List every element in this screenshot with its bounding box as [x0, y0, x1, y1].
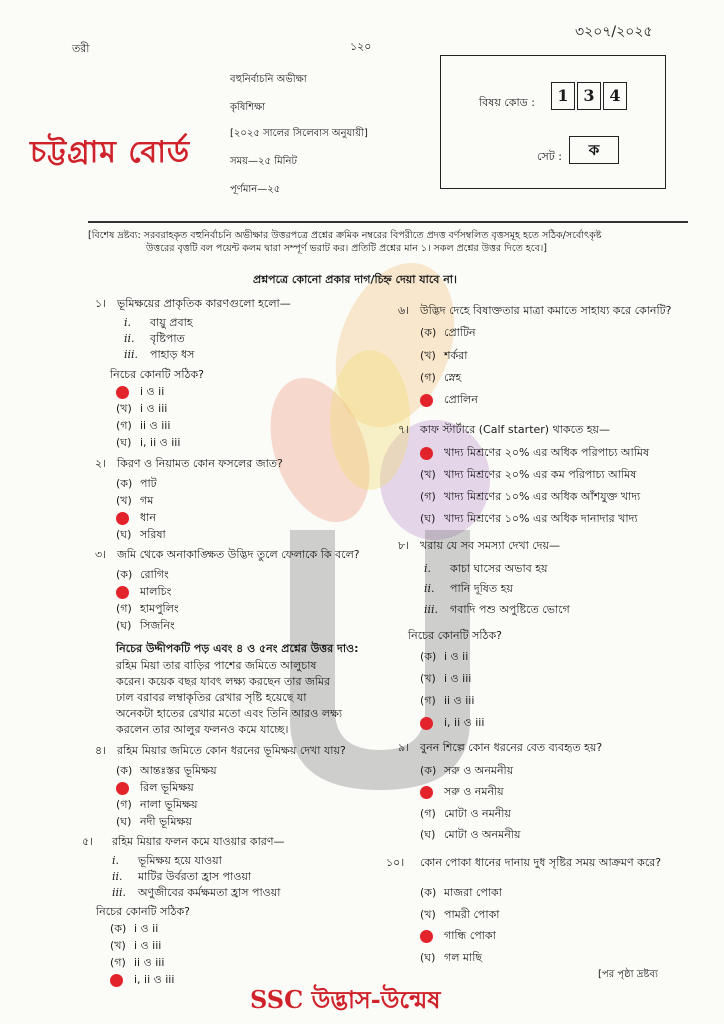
- answer-dot: [116, 386, 129, 399]
- option[interactable]: (গ) ii ও iii: [116, 419, 171, 432]
- option[interactable]: (খ) গম: [116, 494, 154, 507]
- option[interactable]: (গ) নালা ভূমিক্ষয়: [116, 798, 198, 811]
- question-number: ১।: [95, 297, 107, 310]
- answer-dot: [116, 782, 129, 795]
- option[interactable]: (ঘ) গল মাছি: [420, 951, 483, 964]
- option[interactable]: (ক) মাজরা পোকা: [420, 886, 502, 899]
- option-marked[interactable]: প্রোলিন: [420, 391, 478, 410]
- answer-dot: [116, 512, 129, 525]
- option-marked[interactable]: সরু ও নমনীয়: [420, 783, 504, 802]
- option[interactable]: (গ) ii ও iii: [420, 694, 475, 707]
- option[interactable]: (গ) স্নেহ: [420, 371, 462, 384]
- statement: i. ভূমিক্ষয় হয়ে যাওয়া: [112, 854, 222, 867]
- option-marked[interactable]: খাদ্য মিশ্রণের ২০% এর অধিক পরিপাচ্য আমিষ: [420, 444, 649, 463]
- statement: i. বায়ু প্রবাহ: [124, 316, 193, 329]
- header-divider: [88, 221, 688, 223]
- option[interactable]: (গ) মোটা ও নমনীয়: [420, 807, 511, 820]
- subject-code-cells: [551, 82, 629, 110]
- option[interactable]: (গ) হামপুলিং: [116, 602, 179, 615]
- subject-code-label: বিষয় কোড :: [479, 96, 535, 109]
- answer-dot: [420, 786, 433, 799]
- option[interactable]: (খ) i ও iii: [110, 939, 162, 952]
- option[interactable]: (ক) i ও ii: [420, 650, 469, 663]
- option[interactable]: (গ) ii ও iii: [110, 956, 165, 969]
- option-marked[interactable]: রিল ভূমিক্ষয়: [116, 779, 194, 798]
- option-marked[interactable]: i ও ii: [116, 383, 164, 402]
- option[interactable]: (ক) পাট: [116, 477, 157, 490]
- subject-code-digit: 3: [577, 82, 601, 110]
- exam-time: সময়—২৫ মিনিট: [230, 156, 297, 167]
- set-value: ক: [569, 136, 619, 164]
- subject-name: কৃষিশিক্ষা: [230, 102, 266, 113]
- full-marks: পূর্ণমান—২৫: [230, 184, 281, 195]
- option[interactable]: (ক) আন্তঃস্তর ভূমিক্ষয়: [116, 764, 217, 777]
- option[interactable]: (ঘ) সিজনিং: [116, 619, 175, 632]
- stem-passage: রহিম মিয়া তার বাড়ির পাশের জমিতে আলুচাষ করেন। কয়েক বছর যাবৎ লক্ষ্য করছেন তার জমির ঢাল বরাবর লম্বাকৃতির রেখার সৃষ্টি হয়েছে যা অনেকটা হাতের রেখার মতো এবং তিনি আরও লক্ষ্য করলেন তার আলুর ফলনও কমে যাচ্ছে।: [116, 659, 343, 736]
- answer-dot: [420, 447, 433, 460]
- statement: ii. মাটির উর্বরতা হ্রাস পাওয়া: [112, 870, 252, 883]
- answer-dot: [420, 930, 433, 943]
- statement: i. কাচা ঘাসের অভাব হয়: [424, 562, 548, 575]
- option[interactable]: (ক) i ও ii: [110, 922, 159, 935]
- exam-type: বহুনির্বাচনি অভীক্ষা: [230, 74, 307, 85]
- subject-code-digit: 4: [603, 82, 627, 110]
- option-marked[interactable]: গান্ধি পোকা: [420, 927, 496, 946]
- option[interactable]: (ঘ) মোটা ও অনমনীয়: [420, 828, 521, 841]
- instruction-line: [বিশেষ দ্রষ্টব্য: সরবরাহকৃত বহুনির্বাচনি অভীক্ষার উত্তরপত্রে প্রশ্নের ক্রমিক নম্বরের বিপরীতে প্রদত্ত বর্ণসম্বলিত বৃত্তসমূহ হতে সঠিক/সর্বোৎকৃষ্ট: [88, 230, 602, 241]
- option[interactable]: (খ) পামরী পোকা: [420, 908, 500, 921]
- page-number: ১২০: [350, 40, 372, 53]
- which-correct: নিচের কোনটি সঠিক?: [408, 629, 502, 642]
- option[interactable]: (ক) রোগিং: [116, 568, 169, 581]
- question-text: ভূমিক্ষয়ের প্রাকৃতিক কারণগুলো হলো—: [117, 297, 291, 310]
- answer-dot: [116, 586, 129, 599]
- set-cell: [569, 136, 619, 164]
- stem-heading: নিচের উদ্দীপকটি পড় এবং ৪ ও ৫নং প্রশ্নের উত্তর দাও:: [116, 642, 359, 655]
- statement: iii. গবাদি পশু অপুষ্টিতে ভোগে: [424, 603, 570, 616]
- option[interactable]: (ক) সরু ও অনমনীয়: [420, 764, 514, 777]
- statement: ii. বৃষ্টিপাত: [124, 332, 185, 345]
- syllabus-note: [২০২৫ সালের সিলেবাস অনুযায়ী]: [230, 128, 368, 139]
- option[interactable]: (খ) i ও iii: [420, 672, 472, 685]
- header-left-label: তরী: [72, 42, 90, 55]
- statement: iii. পাহাড় ধস: [124, 348, 195, 361]
- option-marked[interactable]: i, ii ও iii: [420, 714, 484, 733]
- option[interactable]: (ঘ) খাদ্য মিশ্রণের ১০% এর অধিক দানাদার খাদ্য: [420, 512, 638, 525]
- option[interactable]: (ঘ) সরিষা: [116, 528, 166, 541]
- next-page-note: [পর পৃষ্ঠা দ্রষ্টব্য: [598, 969, 658, 980]
- statement: ii. পানি দূষিত হয়: [424, 582, 513, 595]
- option[interactable]: (খ) খাদ্য মিশ্রণের ২০% এর কম পরিপাচ্য আমিষ: [420, 468, 637, 481]
- option[interactable]: (ক) প্রোটিন: [420, 326, 476, 339]
- option-marked[interactable]: i, ii ও iii: [110, 971, 174, 990]
- code-box: [440, 55, 666, 189]
- answer-dot: [420, 394, 433, 407]
- board-name: চট্টগ্রাম বোর্ড: [30, 135, 191, 170]
- which-correct: নিচের কোনটি সঠিক?: [96, 905, 190, 918]
- which-correct: নিচের কোনটি সঠিক?: [110, 368, 204, 381]
- answer-dot: [110, 974, 123, 987]
- option[interactable]: (খ) শর্করা: [420, 349, 468, 362]
- warning-note: প্রশ্নপত্রে কোনো প্রকার দাগ/চিহ্ন দেয়া যাবে না।: [253, 273, 457, 286]
- statement: iii. অণুজীবের কর্মক্ষমতা হ্রাস পাওয়া: [112, 886, 281, 899]
- instruction-line: উত্তরের বৃত্তটি বল পয়েন্ট কলম দ্বারা সম্পূর্ণ ভরাট কর। প্রতিটি প্রশ্নের মান ১। সকল প্রশ্নের উত্তর দিতে হবে।]: [146, 243, 547, 254]
- option[interactable]: (খ) i ও iii: [116, 402, 168, 415]
- top-right-code: ৩২০৭/২০২৫: [575, 24, 653, 40]
- option[interactable]: (ঘ) নদী ভূমিক্ষয়: [116, 815, 192, 828]
- option-marked[interactable]: মালচিং: [116, 583, 171, 602]
- option-marked[interactable]: ধান: [116, 509, 156, 528]
- answer-dot: [420, 717, 433, 730]
- option[interactable]: (ঘ) i, ii ও iii: [116, 436, 181, 449]
- set-label: সেট :: [537, 150, 562, 163]
- instructions: [88, 229, 698, 255]
- footer-brand: SSC উদ্ভাস-উন্মেষ: [250, 985, 441, 1014]
- option[interactable]: (গ) খাদ্য মিশ্রণের ১০% এর অধিক আঁশযুক্ত খাদ্য: [420, 490, 641, 503]
- subject-code-digit: 1: [551, 82, 575, 110]
